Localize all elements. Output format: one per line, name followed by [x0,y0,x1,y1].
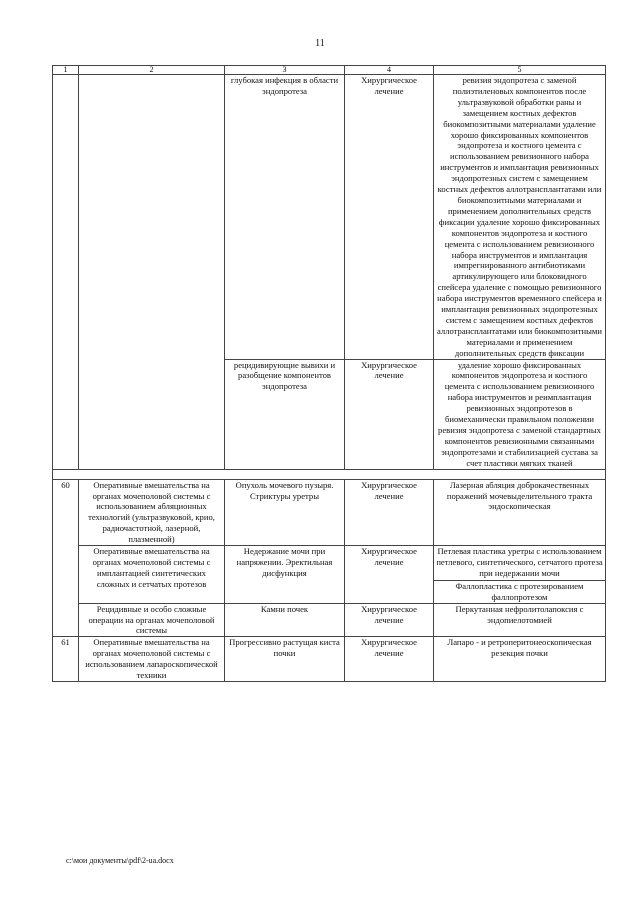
column-number-row [53,66,606,75]
file-path-footer: c:\мои документы\pdf\2-ua.docx [66,856,174,865]
method-cell: Перкутанная нефролитолапоксия с эндопиелотомией [434,603,606,637]
treatment-type-cell: Хирургическое лечение [345,603,434,637]
column-number: 3 [225,66,345,75]
method-cell: удаление хорошо фиксированных компонентов эндопротеза и костного цемента с использованием ревизионного набора инструментов и реимплантация ревизионных эндопротезов в биомеханически правильном положении ревизия эндопротеза с заменой стандартных компонентов ревизионными связанными эндопротезами и стабилизацией сустава за счет пластики мягких тканей [434,359,606,469]
page-number: 11 [315,38,325,49]
intervention-group-cell: Рецидивные и особо сложные операции на органах мочеполовой системы [79,603,225,637]
treatment-table [52,65,606,682]
diagnosis-cell: Прогрессивно растущая киста почки [225,637,345,682]
method-cell: ревизия эндопротеза с заменой полиэтиленовых компонентов после ультразвуковой обработки раны и замещением костных дефектов биокомпозитными материалами удаление хорошо фиксированных компонентов эндопротеза и костного цемента с использованием ревизионного набора инструментов и имплантация ревизионных эндопротезных систем с замещением костных дефектов аллотрансплантатами или биокомпозитными материалами и применением дополнительных средств фиксации удаление хорошо фиксированных компонентов эндопротеза и костного цемента с использованием ревизионного набора инструментов и имплантация импрегнированного антибиотиками артикулирующего или блоковидного спейсера удаление с помощью ревизионного набора инструментов временного спейсера и имплантация ревизионных эндопротезных систем с замещением костных дефектов аллотрансплантатами или биокомпозитными материалами и применением дополнительных средств фиксации [434,75,606,360]
method-cell: Лазерная абляция доброкачественных поражений мочевыделительного тракта эндоскопическая [434,479,606,545]
method-cell: Лапаро - и ретроперитонеоскопическая резекция почки [434,637,606,682]
row-number-cell: 61 [53,637,79,682]
column-number: 5 [434,66,606,75]
treatment-type-cell: Хирургическое лечение [345,546,434,604]
diagnosis-cell: Камни почек [225,603,345,637]
diagnosis-cell: рецидивирующие вывихи и разобщение компонентов эндопротеза [225,359,345,469]
treatment-type-cell: Хирургическое лечение [345,479,434,545]
intervention-group-cell: Оперативные вмешательства на органах мочеполовой системы с использованием абляционных технологий (ультразвуковой, крио, радиочастотной, лазерной, плазменной) [79,479,225,545]
table-row [53,637,606,682]
section-heading [53,469,606,479]
section-heading-row [53,469,606,479]
diagnosis-cell: Опухоль мочевого пузыря. Стриктуры уретры [225,479,345,545]
treatment-type-cell: Хирургическое лечение [345,75,434,360]
column-number: 1 [53,66,79,75]
row-number-cell [53,75,79,470]
method-text: Фаллопластика с протезированием фаллопротезом [434,580,605,603]
method-text: Петлевая пластика уретры с использованием петлевого, синтетического, сетчатого протеза при недержании мочи [436,546,603,578]
table-row [53,603,606,637]
treatment-type-cell: Хирургическое лечение [345,637,434,682]
intervention-group-cell [79,75,225,470]
table-row [53,75,606,360]
diagnosis-cell: глубокая инфекция в области эндопротеза [225,75,345,360]
column-number: 4 [345,66,434,75]
table-row [53,546,606,604]
intervention-group-cell: Оперативные вмешательства на органах мочеполовой системы с имплантацией синтетических сложных и сетчатых протезов [79,546,225,604]
treatment-type-cell: Хирургическое лечение [345,359,434,469]
diagnosis-cell: Недержание мочи при напряжении. Эректильная дисфункция [225,546,345,604]
row-number-cell: 60 [53,479,79,637]
column-number: 2 [79,66,225,75]
table-row [53,479,606,545]
intervention-group-cell: Оперативные вмешательства на органах мочеполовой системы с использованием лапароскопической техники [79,637,225,682]
method-cell [434,546,606,604]
